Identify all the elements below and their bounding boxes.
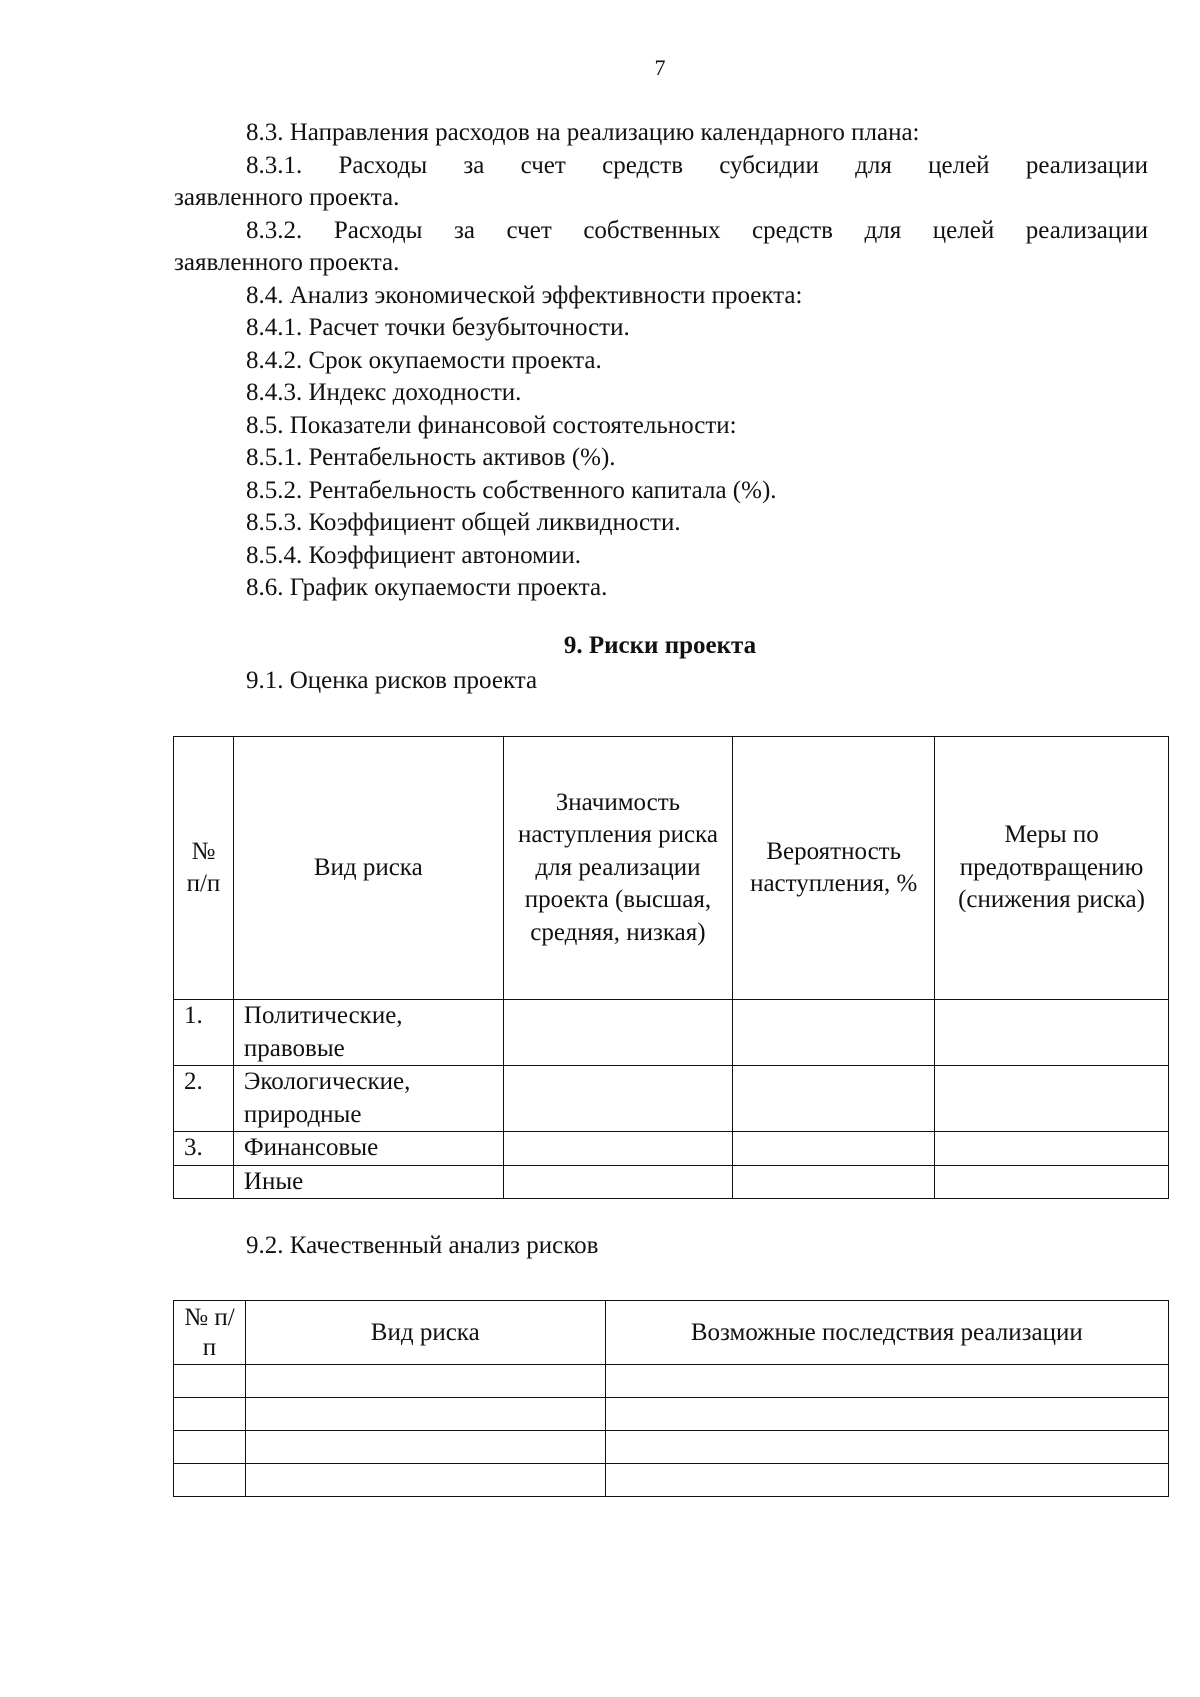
table-row <box>174 1464 1169 1497</box>
row-risk-kind: Экологические, природные <box>233 1066 503 1132</box>
paragraph-8-5-3: 8.5.3. Коэффициент общей ликвидности. <box>246 509 681 536</box>
row-probability-cell[interactable] <box>733 1000 935 1066</box>
row-num-cell[interactable] <box>174 1464 246 1497</box>
paragraph-8-3-2: 8.3.2. Расходы за счет собственных средств для целей реализации <box>246 216 1148 244</box>
table-row <box>174 1165 1169 1199</box>
table-row <box>174 1000 1169 1066</box>
paragraph-8-3-1-cont: заявленного проекта. <box>174 184 400 211</box>
row-consequences-cell[interactable] <box>605 1464 1168 1497</box>
row-num <box>174 1165 234 1199</box>
row-consequences-cell[interactable] <box>605 1398 1168 1431</box>
paragraph-8-3-1: 8.3.1. Расходы за счет средств субсидии для целей реализации <box>246 151 1148 179</box>
paragraph-8-5-1: 8.5.1. Рентабельность активов (%). <box>246 444 616 471</box>
paragraph-8-3-2-cont: заявленного проекта. <box>174 249 400 276</box>
table-row <box>174 1066 1169 1132</box>
table-row <box>174 1132 1169 1166</box>
row-measures-cell[interactable] <box>935 1000 1169 1066</box>
page-number: 7 <box>654 55 666 80</box>
row-risk-kind-cell[interactable] <box>245 1464 605 1497</box>
subsection-9-2-title: 9.2. Качественный анализ рисков <box>246 1232 599 1259</box>
header-risk-kind: Вид риска <box>245 1301 605 1365</box>
row-num: 3. <box>174 1132 234 1166</box>
row-measures-cell[interactable] <box>935 1165 1169 1199</box>
header-measures: Меры по предотвращению (снижения риска) <box>935 737 1169 1000</box>
table-header-row <box>174 1301 1169 1365</box>
row-probability-cell[interactable] <box>733 1132 935 1166</box>
row-consequences-cell[interactable] <box>605 1431 1168 1464</box>
row-significance-cell[interactable] <box>503 1132 733 1166</box>
row-risk-kind-cell[interactable] <box>245 1398 605 1431</box>
row-num: 2. <box>174 1066 234 1132</box>
risk-assessment-table <box>173 736 1169 1199</box>
table-row <box>174 1431 1169 1464</box>
row-significance-cell[interactable] <box>503 1165 733 1199</box>
row-consequences-cell[interactable] <box>605 1365 1168 1398</box>
row-risk-kind: Политические, правовые <box>233 1000 503 1066</box>
header-significance: Значимость наступления риска для реализации проекта (высшая, средняя, низкая) <box>503 737 733 1000</box>
row-probability-cell[interactable] <box>733 1066 935 1132</box>
row-num-cell[interactable] <box>174 1365 246 1398</box>
paragraph-8-4-2: 8.4.2. Срок окупаемости проекта. <box>246 346 602 374</box>
table-row <box>174 1365 1169 1398</box>
table-row <box>174 1398 1169 1431</box>
paragraph-8-5-4: 8.5.4. Коэффициент автономии. <box>246 541 581 569</box>
header-risk-kind: Вид риска <box>233 737 503 1000</box>
row-risk-kind: Иные <box>233 1165 503 1199</box>
table-header-row <box>174 737 1169 1000</box>
paragraph-8-5: 8.5. Показатели финансовой состоятельности: <box>246 411 737 439</box>
row-num-cell[interactable] <box>174 1431 246 1464</box>
row-measures-cell[interactable] <box>935 1066 1169 1132</box>
paragraph-8-4-1: 8.4.1. Расчет точки безубыточности. <box>246 314 630 341</box>
paragraph-8-3: 8.3. Направления расходов на реализацию календарного плана: <box>246 119 920 146</box>
row-significance-cell[interactable] <box>503 1066 733 1132</box>
row-risk-kind-cell[interactable] <box>245 1431 605 1464</box>
row-significance-cell[interactable] <box>503 1000 733 1066</box>
paragraph-8-4-3: 8.4.3. Индекс доходности. <box>246 379 522 406</box>
header-probability: Вероятность наступления, % <box>733 737 935 1000</box>
body-text <box>174 117 1148 605</box>
qualitative-risk-table <box>173 1300 1169 1497</box>
paragraph-8-6: 8.6. График окупаемости проекта. <box>246 574 608 601</box>
row-measures-cell[interactable] <box>935 1132 1169 1166</box>
header-consequences: Возможные последствия реализации <box>605 1301 1168 1365</box>
section-9-title: 9. Риски проекта <box>563 632 757 659</box>
row-risk-kind-cell[interactable] <box>245 1365 605 1398</box>
row-probability-cell[interactable] <box>733 1165 935 1199</box>
row-risk-kind: Финансовые <box>233 1132 503 1166</box>
header-num: № п/п <box>174 1301 246 1365</box>
subsection-9-1-title: 9.1. Оценка рисков проекта <box>246 667 538 694</box>
row-num-cell[interactable] <box>174 1398 246 1431</box>
paragraph-8-5-2: 8.5.2. Рентабельность собственного капитала (%). <box>246 476 777 504</box>
paragraph-8-4: 8.4. Анализ экономической эффективности проекта: <box>246 281 803 309</box>
header-num: № п/п <box>174 737 234 1000</box>
row-num: 1. <box>174 1000 234 1066</box>
